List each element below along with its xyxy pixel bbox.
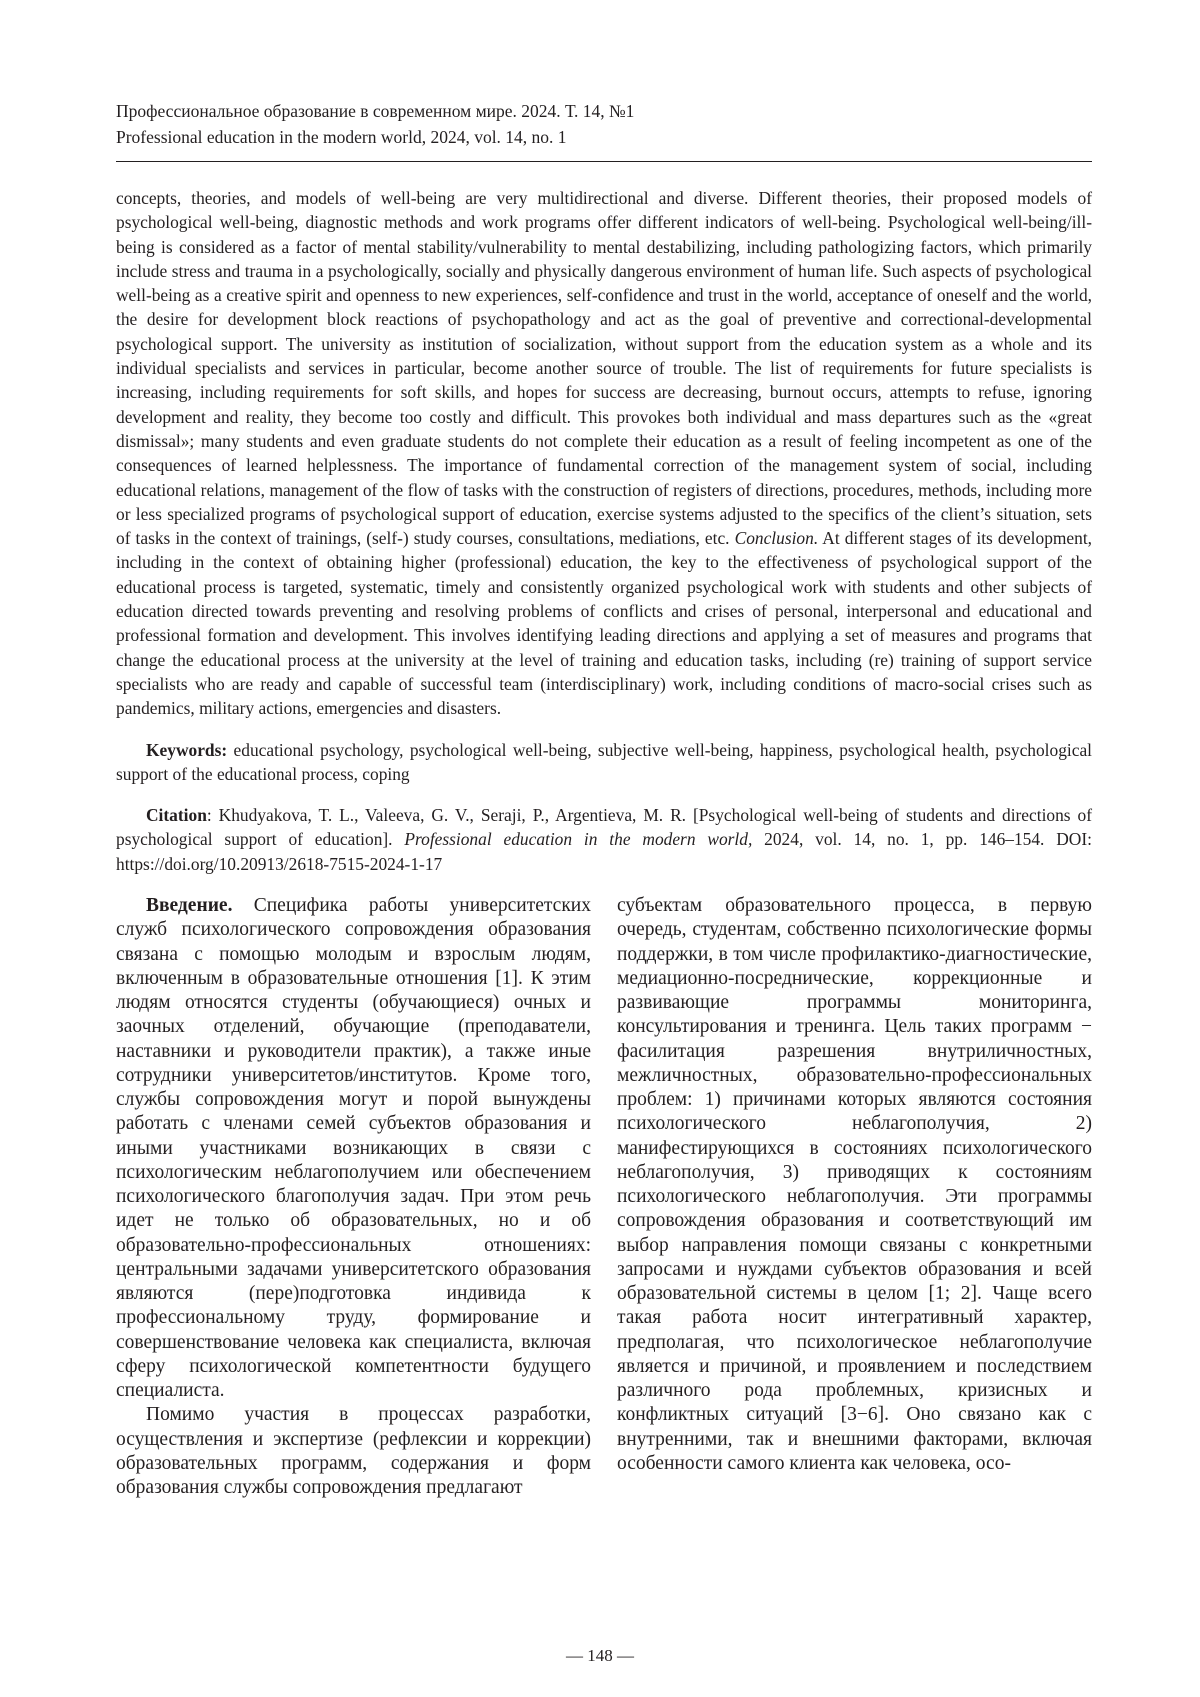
keywords-section xyxy=(116,738,1092,787)
abstract-text-part1: concepts, theories, and models of well-being are very multidirectional and diverse. Different theories, their proposed models of psychological well-being, diagnostic methods and work programs offer different indicators of well-being. Psychological well-being/ill-being is considered as a factor of mental stability/vulnerability to mental destabilizing, including pathologizing factors, which primarily include stress and trauma in a psychologically, socially and physically dangerous environment of human life. Such aspects of psychological well-being as a creative spirit and openness to new experiences, self-confidence and trust in the world, acceptance of oneself and the world, the desire for development block reactions of psychopathology and act as the goal of preventive and correctional-developmental psychological support. The university as institution of socialization, without support from the education system as a whole and its individual specialists and services in particular, become another source of trouble. The list of requirements for future specialists is increasing, including requirements for soft skills, and hopes for success are decreasing, burnout occurs, attempts to refuse, ignoring development and reality, they become too costly and difficult. This provokes both individual and mass departures such as the «great dismissal»; many students and even graduate students do not complete their education as a result of feeling incompetent as one of the consequences of learned helplessness. The importance of fundamental correction of the management system of social, including educational relations, management of the flow of tasks with the construction of registers of directions, procedures, methods, including more or less specialized programs of psychological support of education, exercise systems adjusted to the specifics of the client’s situation, sets of tasks in the context of trainings, (self-) study courses, consultations, mediations, etc. xyxy=(116,188,1092,549)
journal-page xyxy=(116,98,1092,1500)
header-line-russian: Профессиональное образование в современном мире. 2024. Т. 14, №1 xyxy=(116,101,635,121)
citation-paragraph xyxy=(116,803,1092,876)
conclusion-label: Conclusion. xyxy=(734,528,819,549)
body-paragraph: Помимо участия в процессах разработки, осуществления и экспертизе (рефлексии и коррекции) образовательных программ, содержания и форм образования службы сопровождения предлагают xyxy=(116,1404,591,1499)
body-columns xyxy=(116,894,1092,1500)
intro-paragraph xyxy=(116,894,591,1403)
keywords-paragraph xyxy=(116,738,1092,787)
intro-text: Специфика работы университетских служб психологического сопровождения образования связана с помощью молодым и взрослым людям, включенным в образовательные отношения [1]. К этим людям относятся студенты (обучающиеся) очных и заочных отделений, обучающие (преподаватели, наставники и руководители практик), а также иные сотрудники университетов/институтов. Кроме того, службы сопровождения могут и порой вынуждены работать с членами семей субъектов образования и иными участниками возникающих в связи с психологическим неблагополучием или обеспечением психологического благополучия задач. При этом речь идет не только об образовательных, но и об образовательно-профессиональных отношениях: центральными задачами университетского образования являются (пере)подготовка индивида к профессиональному труду, формирование и совершенствование человека как специалиста, включая сферу психологической компетентности будущего специалиста. xyxy=(116,895,591,1402)
intro-label: Введение. xyxy=(146,895,233,917)
citation-journal: Professional education in the modern world, xyxy=(404,829,753,850)
keywords-label: Keywords: xyxy=(146,739,228,760)
abstract-paragraph xyxy=(116,186,1092,721)
keywords-text: educational psychology, psychological well-being, subjective well-being, happiness, psychological health, psychological support of the educational process, coping xyxy=(116,739,1092,784)
header-line-english: Professional education in the modern world, 2024, vol. 14, no. 1 xyxy=(116,127,567,147)
citation-label: Citation xyxy=(146,805,207,826)
abstract-text-part2: At different stages of its development, including in the context of obtaining higher (professional) education, the key to the effectiveness of psychological support of the educational process is targeted, systematic, timely and consistently organized psychological work with students and other subjects of education directed towards preventing and resolving problems of conflicts and crises of personal, interpersonal and educational and professional formation and development. This involves identifying leading directions and applying a set of measures and programs that change the educational process at the university at the level of training and education tasks, including (re) training of support service specialists who are ready and capable of successful team (interdisciplinary) work, including conditions of macro-social crises such as pandemics, military actions, emergencies and disasters. xyxy=(116,528,1093,719)
header-divider xyxy=(116,161,1092,162)
citation-section xyxy=(116,803,1092,876)
right-column xyxy=(617,894,1092,1500)
left-column xyxy=(116,894,591,1500)
citation-text-part1: : Khudyakova, T. L., Valeeva, G. V., Seraji, P., Argentieva, M. R. [Psychological well-being of students and directions of psychological support of education]. xyxy=(116,805,1092,850)
page-number: — 148 — xyxy=(566,1646,634,1665)
body-paragraph-continued: субъектам образовательного процесса, в первую очередь, студентам, собственно психологические формы поддержки, в том числе профилактико-диагностические, медиационно-посреднические, коррекционные и развивающие программы мониторинга, консультирования и тренинга. Цель таких программ − фасилитация разрешения внутриличностных, межличностных, образовательно-профессиональных проблем: 1) причинами которых являются состояния психологического неблагополучия, 2) манифестирующихся в состояниях психологического неблагополучия, 3) приводящих к состояниям психологического неблагополучия. Эти программы сопровождения образования и соответствующий им выбор направления помощи связаны с конкретными запросами и нуждами субъектов образования и всей образовательной системы в целом [1; 2]. Чаще всего такая работа носит интегративный характер, предполагая, что психологическое неблагополучие является и причиной, и проявлением и последствием различного рода проблемных, кризисных и конфликтных ситуаций [3−6]. Оно связано как с внутренними, так и внешними факторами, включая особенности самого клиента как человека, осо- xyxy=(617,895,1092,1474)
running-header xyxy=(116,98,1092,150)
abstract-section xyxy=(116,186,1092,721)
citation-text-part2: 2024, vol. 14, no. 1, pp. 146–154. DOI: https://doi.org/10.20913/2618-7515-2024-1-17 xyxy=(116,829,1092,874)
